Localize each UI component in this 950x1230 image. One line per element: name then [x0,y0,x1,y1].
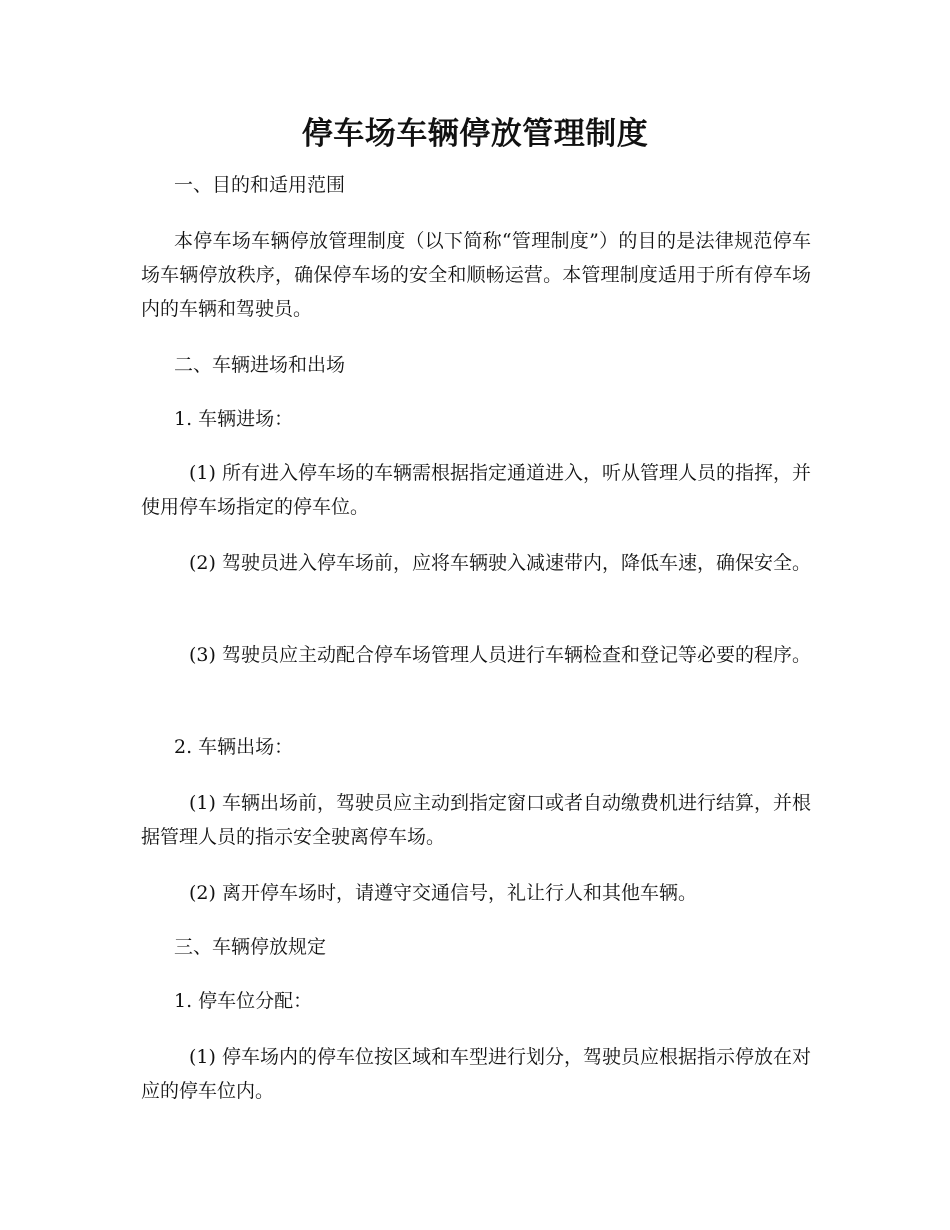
subheading-exit: 2. 车辆出场： [174,736,294,758]
list-item-allocation-1: (1) 停车场内的停车位按区域和车型进行划分，驾驶员应根据指示停放在对应的停车位内。 [141,1046,811,1102]
list-item-entry-2: (2) 驾驶员进入停车场前，应将车辆驶入减速带内，降低车速，确保安全。 [189,552,811,574]
list-item-exit-1: (1) 车辆出场前，驾驶员应主动到指定窗口或者自动缴费机进行结算，并根据管理人员的指示安全驶离停车场。 [141,792,811,848]
subheading-parking-allocation: 1. 停车位分配： [174,990,313,1012]
section-heading-3: 三、车辆停放规定 [174,936,327,958]
list-item-entry-1: (1) 所有进入停车场的车辆需根据指定通道进入，听从管理人员的指挥，并使用停车场指定的停车位。 [141,462,811,518]
document-title: 停车场车辆停放管理制度 [301,116,649,152]
section-heading-1: 一、目的和适用范围 [174,174,346,196]
list-item-entry-3: (3) 驾驶员应主动配合停车场管理人员进行车辆检查和登记等必要的程序。 [189,644,811,666]
body-paragraph-purpose: 本停车场车辆停放管理制度（以下简称“管理制度”）的目的是法律规范停车场车辆停放秩序，确保停车场的安全和顺畅运营。本管理制度适用于所有停车场内的车辆和驾驶员。 [141,230,811,320]
list-item-exit-2: (2) 离开停车场时，请遵守交通信号，礼让行人和其他车辆。 [189,882,697,904]
section-heading-2: 二、车辆进场和出场 [174,354,346,376]
subheading-entry: 1. 车辆进场： [174,408,294,430]
